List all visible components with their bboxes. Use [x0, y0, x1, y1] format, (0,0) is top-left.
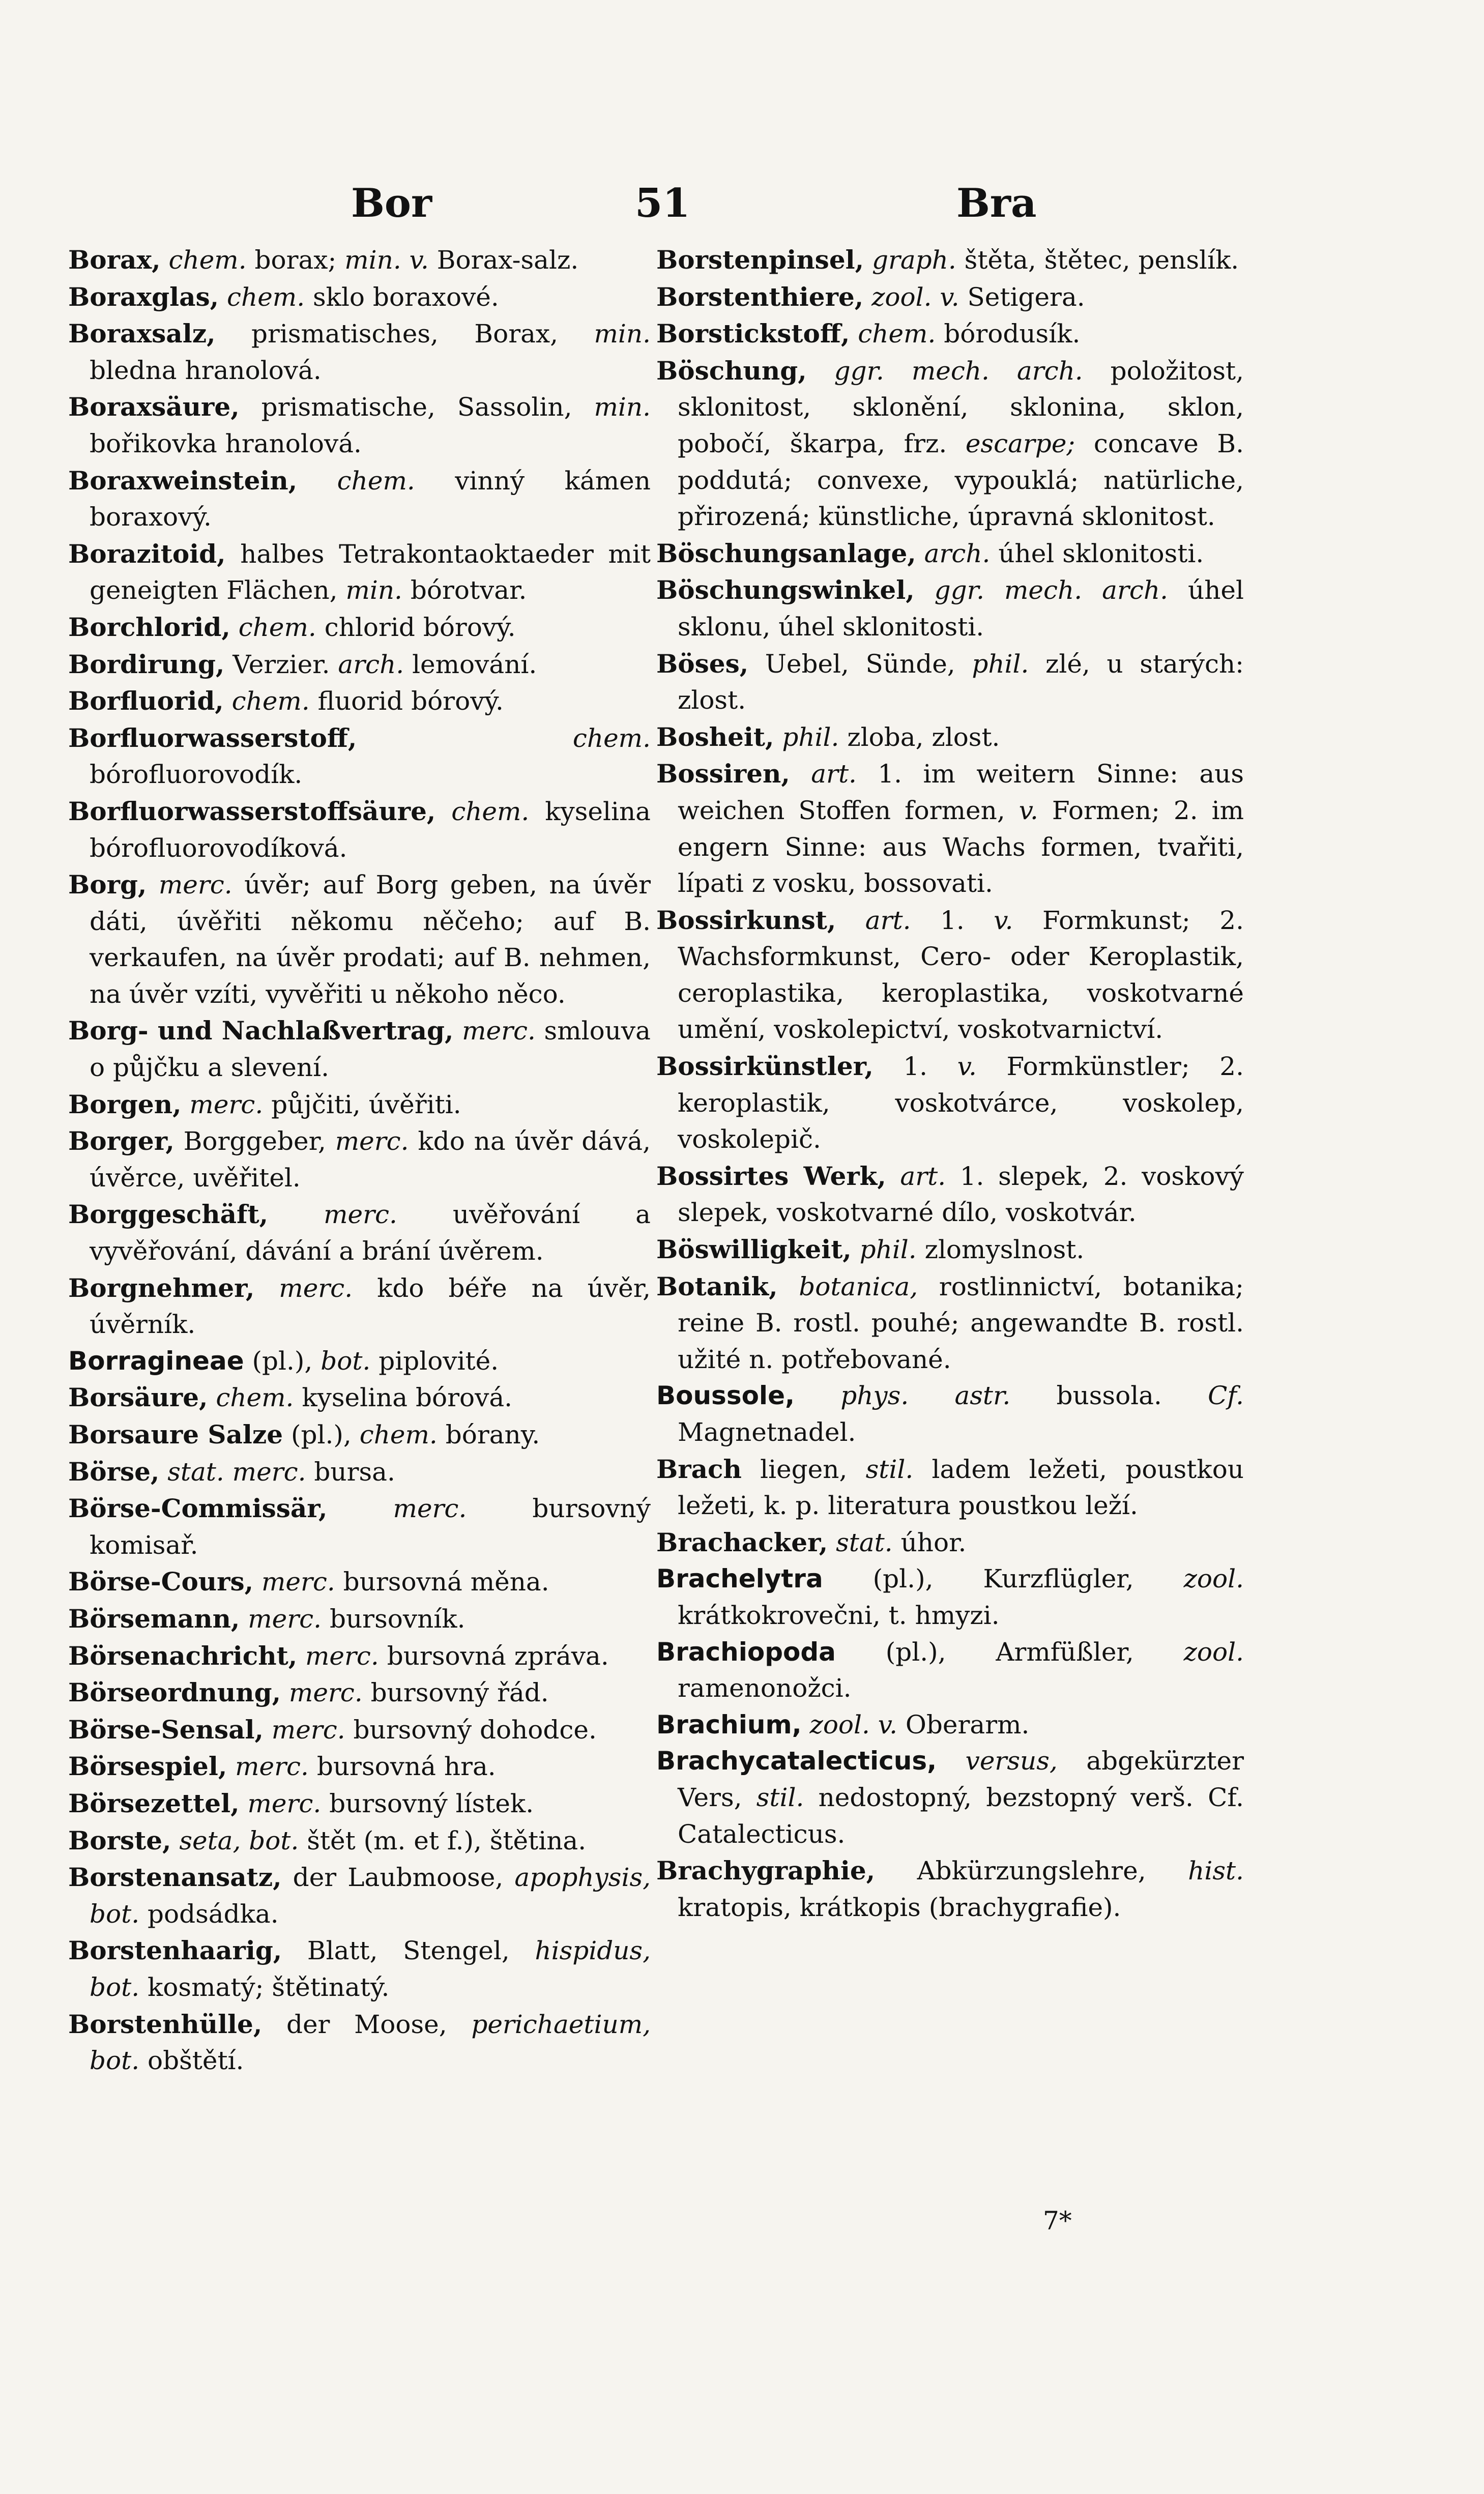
entry-headword: Borste, — [68, 1825, 171, 1855]
dictionary-entry — [656, 1048, 1244, 1158]
signature-mark: 7* — [1043, 2206, 1072, 2236]
entry-text: bořikovka hranolová. — [90, 428, 362, 458]
dictionary-entry — [68, 609, 651, 646]
entry-domain-label: min. — [345, 575, 402, 605]
entry-text: 1. — [911, 905, 994, 935]
entry-domain-label: chem. — [238, 612, 316, 642]
entry-text: kosmatý; štětinatý. — [139, 1972, 390, 2002]
entry-headword: Borsäure, — [68, 1382, 208, 1413]
entry-text: krátkokrovečni, t. hmyzi. — [678, 1600, 1000, 1630]
entry-headword: Brachygraphie, — [656, 1855, 876, 1886]
entry-domain-label: chem. — [337, 466, 415, 496]
entry-text: bórofluorovodík. — [90, 760, 303, 790]
header-right-catchword: Bra — [956, 180, 1037, 226]
dictionary-entry — [656, 1451, 1244, 1524]
entry-headword: Brachiopoda — [656, 1637, 836, 1667]
entry-headword: Borger, — [68, 1126, 174, 1156]
entry-text: úhel sklonu, úhel sklonitosti. — [678, 575, 1244, 642]
entry-headword: Borstenthiere, — [656, 281, 864, 312]
entry-headword: Böswilligkeit, — [656, 1234, 852, 1265]
entry-headword: Borragineae — [68, 1346, 244, 1376]
entry-headword: Borgnehmer, — [68, 1272, 255, 1303]
dictionary-entry — [656, 1524, 1244, 1561]
dictionary-entry — [68, 720, 651, 793]
dictionary-entry — [68, 1822, 651, 1860]
dictionary-entry — [68, 536, 651, 609]
dictionary-entry — [68, 1196, 651, 1269]
entry-text: ramenonožci. — [678, 1673, 852, 1703]
dictionary-entry — [68, 1859, 651, 1932]
dictionary-entry — [656, 719, 1244, 756]
entry-domain-label: merc. — [288, 1678, 363, 1708]
entry-text: bursovný lístek. — [321, 1788, 534, 1818]
entry-text: kdo béře na úvěr, úvěrník. — [90, 1273, 651, 1340]
entry-domain-label: min. — [594, 392, 651, 422]
entry-text: bursovná zpráva. — [379, 1641, 609, 1671]
entry-domain-label: v. — [994, 905, 1013, 935]
entry-headword: Brachium, — [656, 1709, 802, 1739]
dictionary-entry — [656, 902, 1244, 1048]
entry-text: kyselina bórová. — [294, 1383, 513, 1413]
entry-headword: Borg, — [68, 869, 147, 900]
entry-domain-label: botanica, — [799, 1271, 918, 1301]
entry-text: uvěřování a vyvěřování, dávání a brání úvěrem. — [90, 1200, 651, 1266]
entry-domain-label: hist. — [1188, 1856, 1244, 1886]
entry-domain-label: stat. merc. — [167, 1457, 306, 1487]
entry-domain-label: phil. — [859, 1235, 917, 1265]
dictionary-entry — [68, 646, 651, 683]
entry-domain-label: art. — [811, 759, 857, 789]
entry-headword: Börsemann, — [68, 1603, 240, 1634]
dictionary-entry — [656, 1158, 1244, 1231]
left-column — [68, 242, 651, 2079]
entry-headword: Bossiren, — [656, 759, 790, 789]
entry-domain-label: merc. — [279, 1273, 353, 1303]
entry-text: bursovný komisař. — [90, 1494, 651, 1560]
entry-text: Formkunst; 2. Wachsformkunst, Cero- oder Keroplastik, ceroplastika, keroplastika, voskotvarné umění, voskolepictví, voskotvarnictví. — [678, 905, 1244, 1045]
entry-headword: Borstickstoff, — [656, 318, 850, 349]
entry-domain-label: v. — [1019, 795, 1038, 825]
dictionary-entry — [656, 572, 1244, 645]
entry-headword: Borstenhülle, — [68, 2009, 263, 2039]
dictionary-entry — [68, 1712, 651, 1749]
entry-headword: Borchlorid, — [68, 612, 230, 642]
entry-headword: Böses, — [656, 648, 749, 679]
entry-domain-label: chem. — [231, 686, 310, 716]
entry-text: bórany. — [437, 1420, 540, 1449]
entry-headword: Borggeschäft, — [68, 1199, 269, 1230]
entry-domain-label: arch. — [338, 649, 404, 679]
entry-text: Oberarm. — [897, 1709, 1030, 1739]
entry-headword: Brachacker, — [656, 1527, 828, 1557]
dictionary-entry — [68, 1785, 651, 1822]
entry-text: Blatt, Stengel, — [282, 1936, 535, 1966]
entry-headword: Bordirung, — [68, 649, 225, 679]
page-number: 51 — [635, 180, 690, 226]
entry-headword: Börse, — [68, 1456, 160, 1487]
entry-text: (pl.), Armfüßler, — [835, 1637, 1184, 1667]
entry-domain-label: graph. — [871, 245, 956, 275]
entry-domain-label: hispidus, bot. — [90, 1936, 651, 2002]
dictionary-entry — [656, 756, 1244, 902]
dictionary-entry — [656, 535, 1244, 572]
entry-headword: Börseordnung, — [68, 1677, 281, 1708]
dictionary-entry — [68, 462, 651, 536]
entry-text: úhel sklonitosti. — [990, 538, 1204, 568]
entry-domain-label: min. — [594, 319, 651, 349]
entry-domain-label: Cf. — [1208, 1381, 1244, 1411]
dictionary-entry — [68, 1490, 651, 1563]
entry-domain-label: chem. — [216, 1383, 294, 1413]
entry-domain-label: seta, bot. — [179, 1825, 299, 1855]
entry-domain-label: merc. — [324, 1200, 397, 1230]
entry-domain-label: chem. — [572, 723, 651, 753]
entry-text: kyselina bórofluorovodíková. — [90, 796, 651, 863]
entry-text: bursovná měna. — [335, 1567, 549, 1597]
entry-text: chlorid bórový. — [316, 612, 516, 642]
entry-headword: Botanik, — [656, 1271, 778, 1301]
dictionary-entry — [68, 315, 651, 389]
entry-domain-label: versus, — [965, 1746, 1058, 1776]
entry-text: bursa. — [306, 1457, 395, 1487]
entry-domain-label: merc. — [189, 1089, 264, 1119]
entry-domain-label: zool. — [1183, 1637, 1244, 1667]
dictionary-entry — [68, 1270, 651, 1343]
dictionary-entry — [68, 683, 651, 720]
dictionary-entry — [68, 1012, 651, 1086]
entry-headword: Börsespiel, — [68, 1751, 227, 1782]
entry-domain-label: chem. — [168, 245, 247, 275]
entry-headword: Böschungswinkel, — [656, 575, 915, 605]
entry-headword: Borfluorid, — [68, 686, 224, 716]
dictionary-entry — [656, 1743, 1244, 1852]
entry-text: bursovník. — [322, 1604, 465, 1634]
entry-headword: Boraxsalz, — [68, 318, 216, 349]
entry-domain-label: merc. — [393, 1494, 467, 1524]
entry-domain-label: stil. — [865, 1454, 914, 1484]
entry-domain-label: merc. — [247, 1788, 322, 1818]
dictionary-entry — [68, 1563, 651, 1601]
dictionary-entry — [656, 646, 1244, 719]
dictionary-entry — [68, 2006, 651, 2079]
entry-text: Borax-salz. — [428, 245, 579, 275]
entry-text: zloba, zlost. — [839, 722, 1000, 752]
entry-headword: Borax, — [68, 245, 161, 275]
entry-text: liegen, — [741, 1454, 866, 1484]
entry-headword: Brachycatalecticus, — [656, 1746, 937, 1776]
dictionary-entry — [68, 1932, 651, 2006]
entry-domain-label: bot. — [321, 1346, 371, 1376]
dictionary-entry — [68, 793, 651, 866]
page-header — [0, 176, 1484, 231]
dictionary-entry — [656, 279, 1244, 316]
entry-text: úvěr; auf Borg geben, na úvěr dáti, úvěřiti někomu něčeho; auf B. verkaufen, na úvěr prodati; auf B. nehmen, na úvěr vzíti, vyvěřiti u někoho něco. — [90, 870, 651, 1009]
entry-text: fluorid bórový. — [309, 686, 504, 716]
entry-headword: Boraxsäure, — [68, 392, 240, 422]
entry-headword: Borstenhaarig, — [68, 1935, 282, 1966]
header-left-catchword: Bor — [351, 180, 432, 226]
entry-text: zlomyslnost. — [916, 1235, 1085, 1265]
entry-domain-label: v. — [957, 1052, 977, 1082]
entry-headword: Böschungsanlage, — [656, 538, 916, 568]
entry-domain-label: merc. — [305, 1641, 379, 1671]
entry-headword: Börsenachricht, — [68, 1640, 298, 1671]
entry-domain-label: art. — [900, 1161, 946, 1191]
dictionary-entry — [68, 866, 651, 1012]
entry-text: prismatische, Sassolin, — [239, 392, 594, 422]
entry-text: Setigera. — [959, 282, 1085, 312]
dictionary-entry — [656, 353, 1244, 535]
entry-headword: Borfluorwasserstoff, — [68, 722, 357, 753]
entry-domain-label: chem. — [858, 319, 936, 349]
dictionary-entry — [68, 1454, 651, 1491]
entry-text: 1. slepek, 2. voskový slepek, voskotvarné dílo, voskotvár. — [678, 1161, 1244, 1228]
dictionary-entry — [68, 1638, 651, 1675]
entry-headword: Borfluorwasserstoffsäure, — [68, 796, 436, 826]
entry-domain-label: min. v. — [344, 245, 429, 275]
dictionary-entry — [656, 1378, 1244, 1451]
entry-text: (pl.), — [244, 1346, 321, 1376]
entry-text: vinný kámen boraxový. — [90, 466, 651, 532]
entry-text: bursovný dohodce. — [345, 1715, 597, 1745]
entry-domain-label: chem. — [226, 282, 305, 312]
entry-text: concave B. poddutá; convexe, vypouklá; natürliche, přirozená; künstliche, úpravná sklonitost. — [678, 428, 1244, 532]
entry-headword: Bossirtes Werk, — [656, 1161, 886, 1191]
entry-text: rostlinnictví, botanika; reine B. rostl. pouhé; angewandte B. rostl. užité n. potřebované. — [678, 1271, 1244, 1374]
entry-headword: Borazitoid, — [68, 538, 226, 569]
entry-text: kratopis, krátkopis (brachygrafie). — [678, 1892, 1121, 1922]
entry-domain-label: merc. — [261, 1567, 335, 1597]
entry-text: 1. im weitern Sinne: aus weichen Stoffen formen, — [678, 759, 1244, 825]
entry-headword: Brachelytra — [656, 1564, 823, 1594]
entry-domain-label: merc. — [235, 1752, 309, 1782]
entry-text: zlé, u starých: zlost. — [678, 649, 1244, 715]
entry-text: bursovný řád. — [362, 1678, 549, 1708]
dictionary-entry — [656, 1268, 1244, 1378]
entry-domain-label: merc. — [248, 1604, 322, 1634]
entry-text: obštětí. — [139, 2046, 244, 2076]
entry-text: Formkünstler; 2. keroplastik, voskotvárce, voskolep, voskolepič. — [678, 1052, 1244, 1154]
entry-domain-label: merc. — [335, 1126, 409, 1156]
entry-text: smlouva o půjčku a slevení. — [90, 1016, 651, 1083]
entry-headword: Borg- und Nachlaßvertrag, — [68, 1016, 454, 1046]
dictionary-entry — [68, 1748, 651, 1785]
entry-domain-label: zool. — [1183, 1564, 1244, 1594]
entry-text: položitost, sklonitost, sklonění, sklonina, sklon, pobočí, škarpa, frz. — [678, 356, 1244, 458]
entry-domain-label: stat. — [836, 1527, 893, 1557]
dictionary-entry — [656, 1852, 1244, 1926]
entry-text: bussola. — [1010, 1381, 1208, 1411]
entry-text: kdo na úvěr dává, úvěrce, uvěřitel. — [90, 1126, 651, 1193]
entry-domain-label: chem. — [451, 796, 530, 826]
entry-text: štěta, štětec, penslík. — [956, 245, 1239, 275]
entry-text: Borggeber, — [174, 1126, 335, 1156]
entry-headword: Börsezettel, — [68, 1788, 240, 1818]
entry-text: nedostopný, bezstopný verš. Cf. Catalecticus. — [678, 1782, 1244, 1849]
entry-headword: Boraxglas, — [68, 281, 219, 312]
entry-text: (pl.), Kurzflügler, — [823, 1564, 1184, 1594]
entry-text: ladem ležeti, poustkou ležeti, k. p. literatura poustkou leží. — [678, 1454, 1244, 1521]
entry-text: sklo boraxové. — [305, 282, 499, 312]
entry-headword: Boraxweinstein, — [68, 465, 298, 496]
entry-text: prismatisches, Borax, — [215, 319, 594, 349]
entry-headword: Börse-Commissär, — [68, 1493, 328, 1524]
dictionary-entry — [656, 1707, 1244, 1744]
dictionary-entry — [656, 1634, 1244, 1707]
right-column — [656, 242, 1244, 1926]
entry-domain-label: zool. v. — [809, 1709, 898, 1739]
dictionary-entry — [68, 242, 651, 279]
entry-headword: Bossirkünstler, — [656, 1051, 874, 1082]
entry-domain-label: phys. astr. — [840, 1381, 1011, 1411]
entry-text: bórodusík. — [936, 319, 1081, 349]
entry-text: Formen; 2. im engern Sinne: aus Wachs formen, tvařiti, lípati z vosku, bossovati. — [678, 795, 1244, 898]
entry-headword: Borsaure Salze — [68, 1419, 283, 1449]
dictionary-entry — [68, 1123, 651, 1196]
entry-headword: Börse-Sensal, — [68, 1714, 264, 1745]
entry-text: Uebel, Sünde, — [748, 649, 972, 679]
entry-text: Verzier. — [224, 649, 338, 679]
entry-headword: Börse-Cours, — [68, 1567, 254, 1597]
entry-text: podsádka. — [139, 1899, 279, 1929]
dictionary-entry — [656, 1231, 1244, 1268]
entry-headword: Böschung, — [656, 355, 807, 386]
entry-text: piplovité. — [370, 1346, 499, 1376]
entry-text: abgekürzter Vers, — [678, 1746, 1244, 1812]
entry-headword: Brach — [656, 1454, 742, 1484]
entry-text: 1. — [873, 1052, 957, 1082]
entry-domain-label: phil. — [782, 722, 839, 752]
entry-domain-label: merc. — [462, 1016, 536, 1046]
entry-headword: Bossirkunst, — [656, 905, 836, 935]
entry-text: půjčiti, úvěřiti. — [263, 1089, 461, 1119]
dictionary-entry — [68, 1601, 651, 1638]
entry-domain-label: apophysis, bot. — [90, 1863, 651, 1929]
dictionary-entry — [656, 242, 1244, 279]
entry-text: štět (m. et f.), štětina. — [299, 1825, 587, 1855]
entry-text: bledna hranolová. — [90, 355, 322, 385]
entry-text: (pl.), — [283, 1420, 360, 1449]
entry-domain-label: phil. — [972, 649, 1029, 679]
entry-text: bórotvar. — [402, 575, 527, 605]
entry-domain-label: arch. — [924, 538, 991, 568]
entry-domain-label: ggr. mech. arch. — [934, 575, 1168, 605]
entry-domain-label: ggr. mech. arch. — [834, 356, 1083, 386]
entry-text: der Moose, — [262, 2009, 472, 2039]
dictionary-entry — [68, 1379, 651, 1416]
dictionary-entry — [656, 315, 1244, 353]
entry-domain-label: chem. — [359, 1420, 438, 1449]
dictionary-entry — [656, 1561, 1244, 1634]
entry-text: úhor. — [892, 1527, 967, 1557]
entry-text: borax; — [246, 245, 345, 275]
entry-text: bursovná hra. — [308, 1752, 496, 1782]
entry-domain-label: merc. — [271, 1715, 345, 1745]
entry-domain-label: perichaetium, bot. — [90, 2009, 651, 2076]
entry-headword: Borstenansatz, — [68, 1862, 282, 1893]
entry-headword: Borstenpinsel, — [656, 245, 864, 275]
dictionary-entry — [68, 1674, 651, 1712]
dictionary-entry — [68, 1416, 651, 1454]
entry-headword: Borgen, — [68, 1089, 182, 1119]
entry-text: lemování. — [404, 649, 537, 679]
dictionary-entry — [68, 389, 651, 462]
entry-text: Magnetnadel. — [678, 1417, 856, 1447]
entry-domain-label: merc. — [158, 870, 232, 900]
dictionary-entry — [68, 1343, 651, 1380]
entry-domain-label: stil. — [756, 1782, 804, 1812]
entry-headword: Bosheit, — [656, 721, 774, 752]
dictionary-entry — [68, 1086, 651, 1123]
entry-text: Abkürzungslehre, — [875, 1856, 1188, 1886]
entry-domain-label: art. — [865, 905, 911, 935]
entry-domain-label: escarpe; — [965, 428, 1075, 458]
entry-headword: Boussole, — [656, 1381, 795, 1411]
entry-text: der Laubmoose, — [281, 1863, 515, 1893]
entry-text: halbes Tetrakontaoktaeder mit geneigten Flächen, — [90, 539, 651, 605]
dictionary-entry — [68, 279, 651, 316]
entry-domain-label: zool. v. — [871, 282, 959, 312]
